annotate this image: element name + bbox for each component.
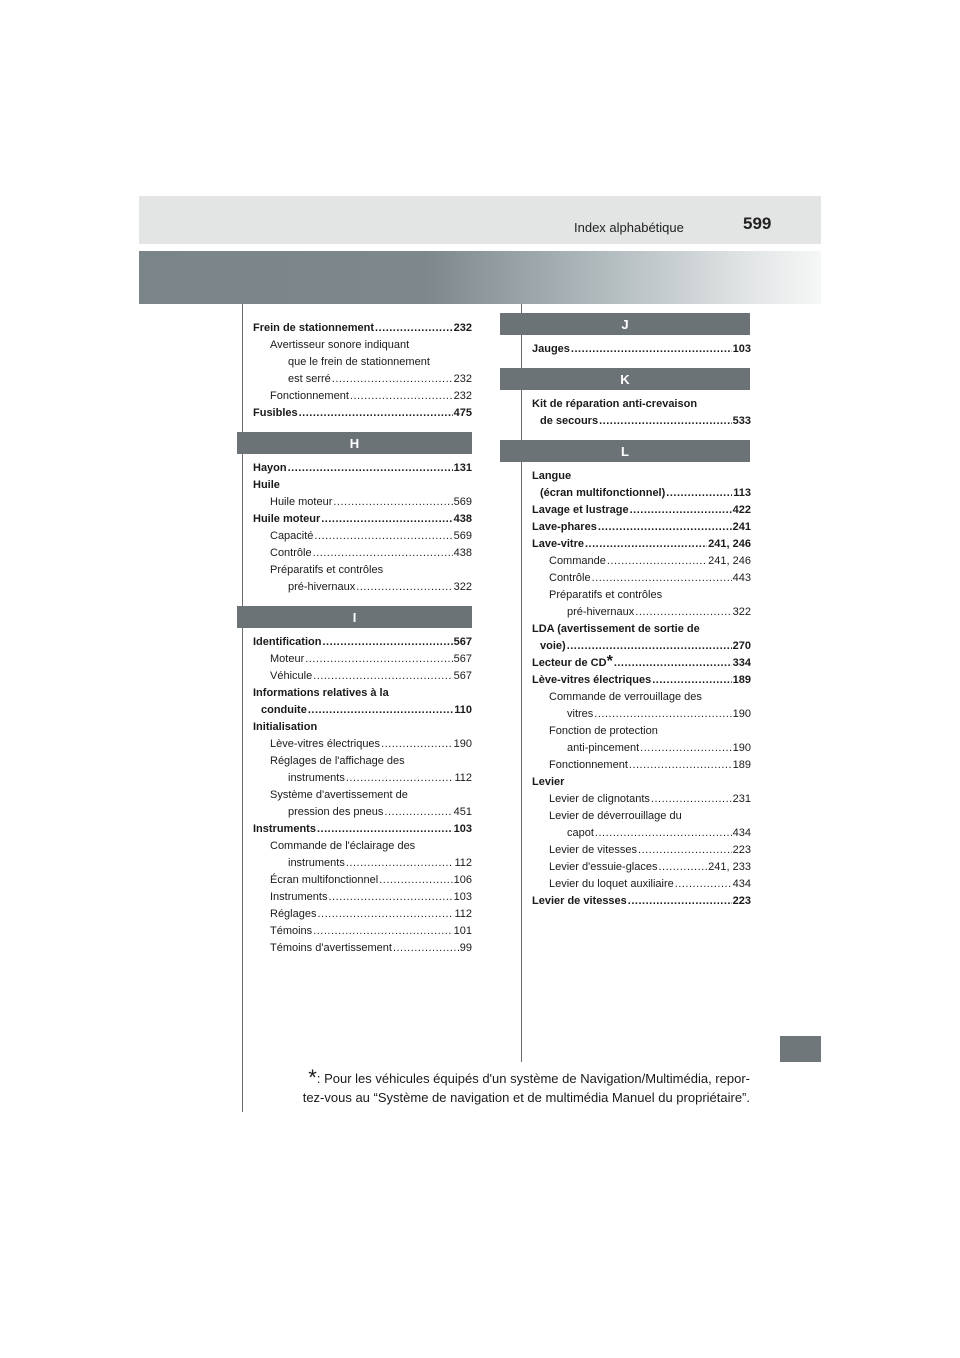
index-column-left: [253, 320, 472, 957]
letter-header-l: L: [500, 440, 750, 462]
index-entry: LDA (avertissement de sortie de: [532, 623, 700, 635]
index-subentry: Commande de l'éclairage des: [270, 840, 416, 852]
index-subentry: Système d'avertissement de: [270, 789, 408, 801]
index-subentry: Capacité ..... 569: [253, 528, 472, 545]
header-gradient-band: [139, 251, 821, 304]
index-subentry: Huile moteur ..... 569: [253, 494, 472, 511]
index-entry: Kit de réparation anti-crevaison: [532, 398, 698, 410]
header-top-bar: [139, 196, 821, 244]
index-subentry: Lève-vitres électriques ..... 190: [253, 736, 472, 753]
index-subentry: Véhicule ..... 567: [253, 668, 472, 685]
index-entry: Initialisation: [253, 721, 318, 733]
index-entry: Lave-vitre ..... 241, 246: [532, 536, 751, 553]
footnote-line-2: tez-vous au “Système de navigation et de multimédia Manuel du propriétaire”.: [302, 1090, 750, 1105]
letter-header-h: H: [237, 432, 472, 454]
index-subentry: anti-pincement ..... 190: [532, 740, 751, 757]
index-subentry: instruments ..... 112: [253, 855, 472, 872]
index-subentry: Réglages ..... 112: [253, 906, 472, 923]
footnote-star: *: [308, 1065, 317, 1090]
index-subentry: Commande de verrouillage des: [549, 691, 702, 703]
index-subentry: instruments ..... 112: [253, 770, 472, 787]
index-subentry: Contrôle ..... 443: [532, 570, 751, 587]
footnote: [250, 1065, 750, 1107]
letter-header-j: J: [500, 313, 750, 335]
letter-header-i: I: [237, 606, 472, 628]
index-entry: Huile moteur ..... 438: [253, 511, 472, 528]
index-entry: Lavage et lustrage ..... 422: [532, 502, 751, 519]
index-subentry: pré-hivernaux ..... 322: [532, 604, 751, 621]
section-title: Index alphabétique: [574, 220, 684, 235]
index-entry: Informations relatives à la: [253, 687, 389, 699]
index-entry: voie) ..... 270: [532, 638, 751, 655]
index-subentry: Levier de déverrouillage du: [549, 810, 682, 822]
index-subentry: Avertisseur sonore indiquant: [270, 339, 410, 351]
index-entry: (écran multifonctionnel) ..... 113: [532, 485, 751, 502]
index-entry: de secours ..... 533: [532, 413, 751, 430]
index-subentry: Fonctionnement ..... 189: [532, 757, 751, 774]
letter-header-k: K: [500, 368, 750, 390]
index-subentry: que le frein de stationnement: [288, 356, 430, 368]
index-subentry: Levier de vitesses ..... 223: [532, 842, 751, 859]
index-entry: conduite ..... 110: [253, 702, 472, 719]
index-subentry: vitres ..... 190: [532, 706, 751, 723]
index-subentry: Contrôle ..... 438: [253, 545, 472, 562]
left-column-rule: [242, 304, 243, 1112]
index-column-right: [532, 313, 751, 910]
index-subentry: est serré ..... 232: [253, 371, 472, 388]
index-subentry: Témoins ..... 101: [253, 923, 472, 940]
index-subentry: Témoins d'avertissement ..... 99: [253, 940, 472, 957]
index-entry: Lève-vitres électriques ..... 189: [532, 672, 751, 689]
index-subentry: Écran multifonctionnel ..... 106: [253, 872, 472, 889]
index-subentry: Préparatifs et contrôles: [549, 589, 663, 601]
index-subentry: Instruments ..... 103: [253, 889, 472, 906]
index-subentry: pré-hivernaux ..... 322: [253, 579, 472, 596]
index-entry: Jauges ..... 103: [532, 341, 751, 358]
index-entry: Fusibles ..... 475: [253, 405, 472, 422]
index-subentry: Moteur ..... 567: [253, 651, 472, 668]
index-subentry: Commande ..... 241, 246: [532, 553, 751, 570]
index-entry: Levier de vitesses ..... 223: [532, 893, 751, 910]
page-number: 599: [743, 214, 772, 233]
index-entry: Levier: [532, 776, 565, 788]
index-entry: Lave-phares ..... 241: [532, 519, 751, 536]
index-subentry: Fonction de protection: [549, 725, 658, 737]
index-subentry: Levier d'essuie-glaces ..... 241, 233: [532, 859, 751, 876]
index-subentry: Fonctionnement ..... 232: [253, 388, 472, 405]
thumb-index-tab: [780, 1036, 821, 1062]
index-entry: Instruments ..... 103: [253, 821, 472, 838]
index-subentry: capot ..... 434: [532, 825, 751, 842]
index-entry: Identification ..... 567: [253, 634, 472, 651]
index-subentry: pression des pneus ..... 451: [253, 804, 472, 821]
index-subentry: Réglages de l'affichage des: [270, 755, 405, 767]
index-entry: Frein de stationnement ..... 232: [253, 320, 472, 337]
middle-column-rule: [521, 304, 522, 1062]
footnote-line-1: *: Pour les véhicules équipés d'un système de Navigation/Multimédia, repor-: [308, 1065, 750, 1090]
index-entry: Langue: [532, 470, 572, 482]
index-entry: Hayon ..... 131: [253, 460, 472, 477]
index-entry: Lecteur de CD * ..... 334: [532, 655, 751, 672]
index-subentry: Levier du loquet auxiliaire ..... 434: [532, 876, 751, 893]
index-subentry: Préparatifs et contrôles: [270, 564, 384, 576]
index-entry: Huile: [253, 479, 280, 491]
index-subentry: Levier de clignotants ..... 231: [532, 791, 751, 808]
